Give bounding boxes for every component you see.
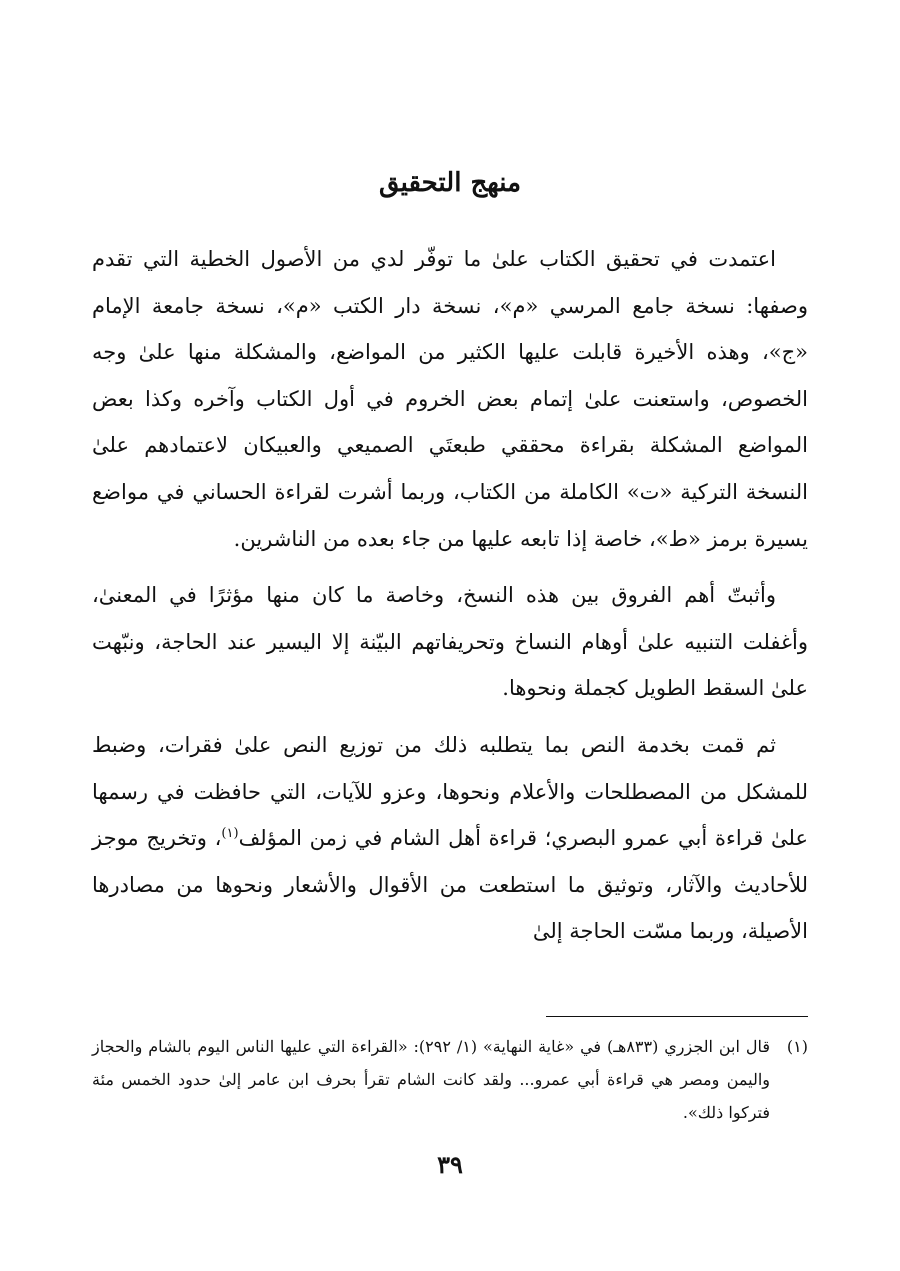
page-number: ٣٩ <box>437 1150 463 1179</box>
paragraph-sources: اعتمدت في تحقيق الكتاب علىٰ ما توفّر لدي من الأصول الخطية التي تقدم وصفها: نسخة جامع المرسي «م»، نسخة دار الكتب «م»، نسخة جامعة الإمام «ج»، وهذه الأخيرة قابلت عليها الكثير من المواضع، والمشكلة منها علىٰ وجه الخصوص، واستعنت علىٰ إتمام بعض الخروم في أول الكتاب وآخره وكذا بعض المواضع المشكلة بقراءة محققي طبعتَي الصميعي والعبيكان لاعتمادهم علىٰ النسخة التركية «ت» الكاملة من الكتاب، وربما أشرت لقراءة الحساني في مواضع يسيرة برمز «ط»، خاصة إذا تابعه عليها من جاء بعده من الناشرين. <box>92 247 808 551</box>
paragraph-variants: وأثبتّ أهم الفروق بين هذه النسخ، وخاصة ما كان منها مؤثرًا في المعنىٰ، وأغفلت التنبيه علىٰ أوهام النساخ وتحريفاتهم البيّنة إلا اليسير عند الحاجة، ونبّهت علىٰ السقط الطويل كجملة ونحوها. <box>92 583 808 701</box>
page-title: منهج التحقيق <box>378 168 522 198</box>
paragraph-text-service <box>92 722 808 955</box>
paragraph-text-part-2: ، وتخريج موجز للأحاديث والآثار، وتوثيق ما استطعت من الأقوال والأشعار ونحوها من مصادرها الأصيلة، وربما مسّت الحاجة إلىٰ <box>92 826 808 944</box>
body-text <box>92 236 808 965</box>
footnote-number: (١) <box>786 1037 808 1056</box>
footnote-item <box>92 1030 808 1129</box>
footnotes <box>92 1030 808 1129</box>
footnote-divider <box>546 1016 808 1017</box>
footnote-reference[interactable]: (١) <box>221 826 239 842</box>
footnote-text: قال ابن الجزري (٨٣٣هـ) في «غاية النهاية» (١/ ٢٩٢): «القراءة التي عليها الناس اليوم بالشام والحجاز واليمن ومصر هي قراءة أبي عمرو... ولقد كانت الشام تقرأ بحرف ابن عامر إلىٰ حدود الخمس مئة فتركوا ذلك». <box>92 1037 771 1122</box>
paragraph-text-part-1: ثم قمت بخدمة النص بما يتطلبه ذلك من توزيع النص علىٰ فقرات، وضبط للمشكل من المصطلحات والأعلام ونحوها، وعزو للآيات، التي حافظت في رسمها علىٰ قراءة أبي عمرو البصري؛ قراءة أهل الشام في زمن المؤلف <box>92 732 808 851</box>
